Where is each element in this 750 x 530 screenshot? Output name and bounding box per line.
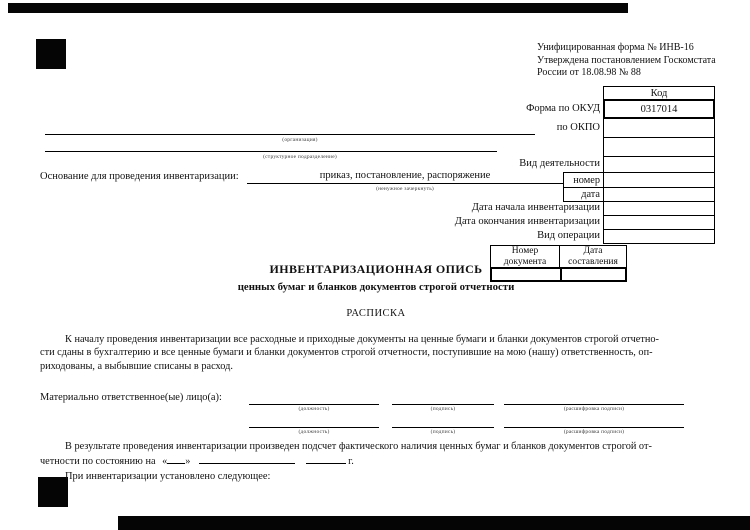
basis-value: приказ, постановление, распоряжение: [319, 170, 491, 181]
doc-number-header: Номер документа: [490, 245, 560, 268]
okpo-label: по ОКПО: [556, 122, 600, 133]
scan-artifact-bottom-bar: [118, 516, 750, 530]
signature-line-position-1: [249, 404, 379, 405]
result-line-2: [40, 453, 718, 468]
signature-line-decode-2: [504, 427, 684, 428]
operation-label: Вид операции: [537, 230, 600, 241]
unit-code-cell: [603, 137, 715, 157]
activity-label: Вид деятельности: [519, 158, 600, 169]
form-approval-line1: Унифицированная форма № ИНВ-16: [537, 42, 694, 53]
okpo-code-cell: [603, 118, 715, 138]
form-title: ИНВЕНТАРИЗАЦИОННАЯ ОПИСЬ: [269, 262, 483, 276]
year-suffix: г.: [348, 456, 354, 468]
quote-close: »: [185, 456, 191, 468]
okud-label: Форма по ОКУД: [526, 103, 600, 114]
caption-signature-1: (подпись): [430, 406, 456, 412]
date-label-cell: [563, 187, 604, 202]
result-line-1: В результате проведения инвентаризации произведен подсчет фактического наличия ценных бумаг и бланков документов строгой от-: [65, 441, 652, 452]
receipt-line-1: К началу проведения инвентаризации все расходные и приходные документы на ценные бумаги и бланки документов строгой отчетно-: [65, 334, 659, 345]
inventory-findings-note: При инвентаризации установлено следующее:: [65, 471, 271, 482]
signature-line-decode-1: [504, 404, 684, 405]
activity-code-cell: [603, 156, 715, 173]
signature-line-sign-1: [392, 404, 494, 405]
basis-number-cell: [603, 172, 715, 188]
form-approval-line2: Утверждена постановлением Госкомстата: [537, 54, 716, 66]
number-label-cell: [563, 172, 604, 188]
code-header-label: Код: [650, 87, 668, 99]
quote-open: «: [162, 456, 168, 468]
number-label: номер: [573, 174, 600, 186]
basis-field-line: [247, 183, 563, 184]
year-blank-field: [306, 453, 346, 464]
responsible-label: Материально ответственное(ые) лицо(а):: [40, 392, 222, 403]
doc-date-header: Дата составления: [559, 245, 627, 268]
basis-date-cell: [603, 187, 715, 202]
form-approval-note: [537, 42, 716, 80]
scan-artifact-top-left-square: [36, 39, 66, 69]
result-line-2-prefix: четности по состоянию на: [40, 456, 156, 468]
day-blank-field: [167, 453, 185, 464]
okud-code-value: 0317014: [640, 103, 678, 115]
form-approval-line3: России от 18.08.98 № 88: [537, 67, 641, 78]
start-date-label: Дата начала инвентаризации: [471, 202, 600, 213]
unit-caption: (структурное подразделение): [263, 154, 337, 160]
scan-artifact-top-bar: [8, 3, 628, 13]
operation-code-cell: [603, 229, 715, 244]
caption-decode-1: (расшифровка подписи): [563, 406, 625, 412]
caption-signature-2: (подпись): [430, 429, 456, 435]
basis-caption: (ненужное зачеркнуть): [376, 186, 434, 192]
end-date-label: Дата окончания инвентаризации: [454, 216, 600, 227]
unit-field-line: [45, 151, 497, 152]
end-date-cell: [603, 215, 715, 230]
start-date-cell: [603, 201, 715, 216]
signature-line-sign-2: [392, 427, 494, 428]
basis-label: Основание для проведения инвентаризации:: [40, 171, 239, 182]
caption-decode-2: (расшифровка подписи): [563, 429, 625, 435]
code-header-cell: [603, 86, 715, 100]
result-paragraph: [40, 440, 718, 469]
organization-field-line: [45, 134, 535, 135]
date-label: дата: [581, 189, 600, 200]
receipt-line-3: риходованы, а выбывшие списаны в расход.: [40, 360, 233, 372]
okud-code-cell: [603, 99, 715, 119]
caption-position-2: (должность): [298, 429, 330, 435]
month-blank-field: [199, 453, 295, 464]
receipt-heading: РАСПИСКА: [346, 308, 406, 319]
receipt-paragraph: [40, 333, 718, 373]
form-subtitle: ценных бумаг и бланков документов строгой отчетности: [237, 281, 515, 293]
caption-position-1: (должность): [298, 406, 330, 412]
receipt-line-2: сти сданы в бухгалтерию и все ценные бумаги и бланки документов строгой отчетности, поступившие на мою (нашу) ответственность, оп-: [40, 347, 653, 359]
signature-line-position-2: [249, 427, 379, 428]
organization-caption: (организация): [282, 137, 318, 143]
